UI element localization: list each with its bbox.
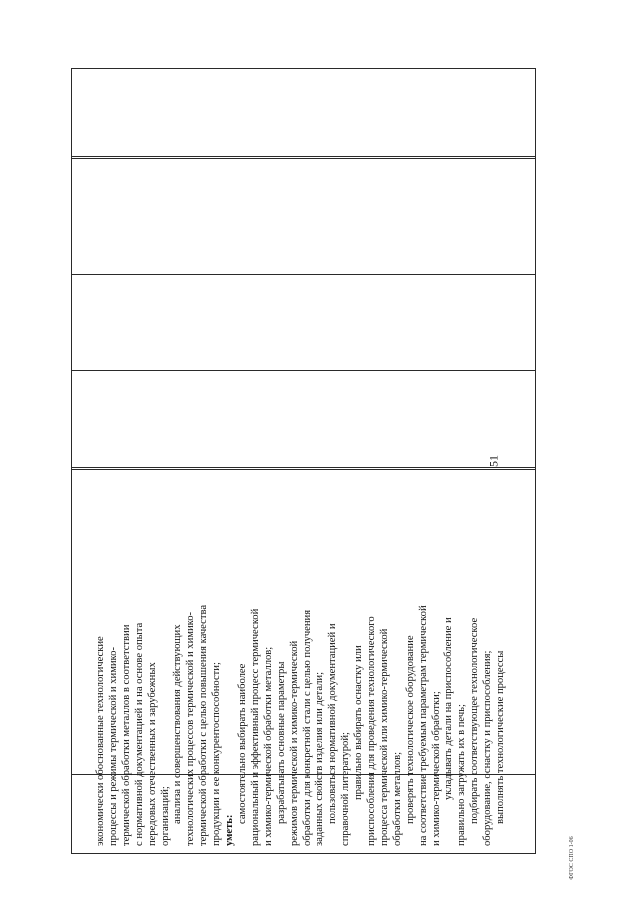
text-line: обработки металлов; [391,751,403,846]
text-line: продукции и ее конкурентоспособности; [211,662,223,846]
text-line: процесса термической или химико-термической [378,628,390,846]
text-line: рациональный и эффективный процесс термической [249,608,261,846]
text-line: термической обработки с целью повышения качества [198,604,210,846]
text-line: самостоятельно выбирать наиболее [236,663,248,824]
text-line: оборудование, оснастку и приспособления; [482,650,494,846]
text-line: с нормативной документацией и на основе опыта [133,622,145,846]
table-column-divider [72,156,535,157]
text-line: пользоваться нормативной документацией и [327,623,339,824]
text-line: заданных свойств изделия или детали; [314,671,326,846]
competency-cell-text [95,472,507,852]
table-column-divider [72,467,535,468]
text-line: проверять технологическое оборудование [404,635,416,824]
text-line: разрабатывать основные параметры [275,661,287,824]
text-line: режимов термической и химико-термической [288,640,300,846]
text-line: процессы и режимы термической и химико- [107,647,119,846]
text-line: справочной литературой; [340,732,352,846]
text-line: на соответствие требуемым параметрам термической [417,605,429,846]
text-line: термической обработки металлов в соответствии [120,624,132,846]
table-column-divider [72,274,535,275]
section-heading: уметь: [224,814,236,846]
text-line: правильно выбирать оснастку или [353,645,365,800]
text-line: правильно загружать их в печь; [456,704,468,846]
text-line: технологических процессов термической и химико- [185,611,197,846]
text-line: передовых отечественных и зарубежных [146,662,158,846]
text-line: приспособления для проведения технологического [366,616,378,846]
text-line: и химико-термической обработки; [430,691,442,846]
text-line: выполнять технологические процессы [495,650,507,824]
text-line: обработки для конкретной стали с целью получения [301,609,313,846]
text-line: подбирать соответствующее технологическое [469,617,481,824]
text-line: укладывать детали на приспособление и [443,617,455,800]
text-line: и химико-термической обработки металлов; [262,646,274,846]
text-line: экономически обоснованные технологические [95,636,106,846]
table-column-divider [72,370,535,371]
text-line: организаций; [159,786,171,846]
text-line: анализа и совершенствования действующих [172,624,184,824]
